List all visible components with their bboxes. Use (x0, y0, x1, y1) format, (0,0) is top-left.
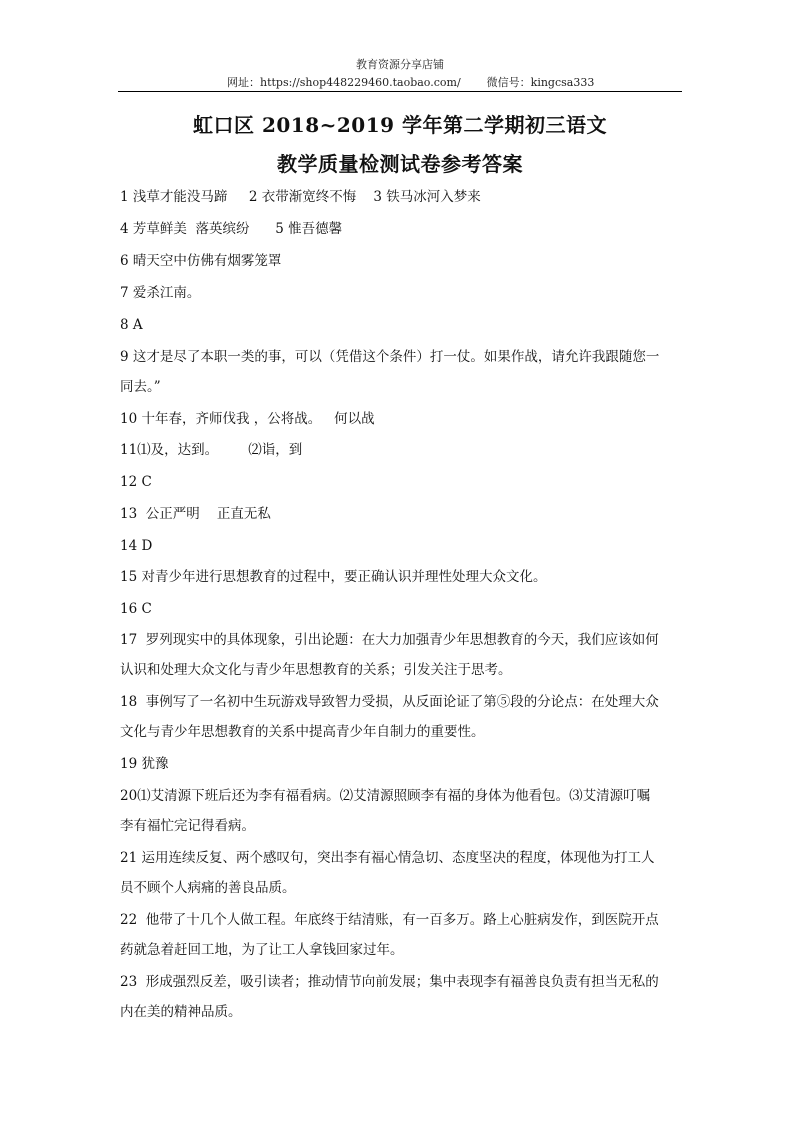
answer-line-11: 13 公正严明 正直无私 (120, 506, 271, 522)
header-wechat: 微信号：kingcsa333 (486, 76, 595, 89)
answer-line-18: 文化与青少年思想教育的关系中提高青少年自制力的重要性。 (120, 724, 485, 740)
answer-line-14: 16 C (120, 601, 152, 617)
answer-line-10: 12 C (120, 474, 152, 490)
header-shop-name: 教育资源分享店铺 (356, 58, 444, 71)
answer-line-13: 15 对青少年进行思想教育的过程中，要正确认识并理性处理大众文化。 (120, 569, 547, 585)
answer-line-25: 药就急着赶回工地，为了让工人拿钱回家过年。 (120, 942, 404, 958)
header-website: 网址：https://shop448229460.taobao.com/ (227, 76, 461, 89)
answer-line-21: 李有福忙完记得看病。 (120, 818, 255, 834)
answer-line-1: 1 浅草才能没马蹄 2 衣带渐宽终不悔 3 铁马冰河入梦来 (120, 189, 481, 205)
answer-line-9: 11⑴及，达到。 ⑵诣，到 (120, 442, 303, 458)
answer-line-7: 同去。” (120, 379, 161, 395)
answer-line-22: 21 运用连续反复、两个感叹句，突出李有福心情急切、态度坚决的程度，体现他为打工人 (120, 850, 655, 866)
header-divider (118, 91, 682, 92)
answer-line-3: 6 晴天空中仿佛有烟雾笼罩 (120, 253, 282, 269)
document-title-line2: 教学质量检测试卷参考答案 (277, 152, 523, 176)
answer-line-5: 8 A (120, 317, 143, 333)
header-contact-line (227, 74, 594, 90)
answer-line-15: 17 罗列现实中的具体现象，引出论题：在大力加强青少年思想教育的今天，我们应该如何 (120, 632, 659, 648)
answer-line-6: 9 这才是尽了本职一类的事，可以（凭借这个条件）打一仗。如果作战，请允许我跟随您一 (120, 349, 660, 365)
document-title-line1: 虹口区 2018~2019 学年第二学期初三语文 (192, 113, 607, 137)
answer-line-26: 23 形成强烈反差，吸引读者；推动情节向前发展；集中表现李有福善良负责有担当无私的 (120, 974, 659, 990)
answer-line-16: 认识和处理大众文化与青少年思想教育的关系；引发关注于思考。 (120, 662, 512, 678)
answer-line-17: 18 事例写了一名初中生玩游戏导致智力受损，从反面论证了第⑤段的分论点：在处理大众 (120, 694, 659, 710)
answer-line-23: 员不顾个人病痛的善良品质。 (120, 880, 296, 896)
answer-line-8: 10 十年春，齐师伐我 ，公将战。 何以战 (120, 411, 375, 427)
answer-line-24: 22 他带了十几个人做工程。年底终于结清账，有一百多万。路上心脏病发作，到医院开点 (120, 912, 659, 928)
answer-line-27: 内在美的精神品质。 (120, 1004, 242, 1020)
answer-line-20: 20⑴艾清源下班后还为李有福看病。⑵艾清源照顾李有福的身体为他看包。⑶艾清源叮嘱 (120, 788, 651, 804)
answer-line-2: 4 芳草鲜美 落英缤纷 5 惟吾德馨 (120, 221, 343, 237)
answer-line-12: 14 D (120, 538, 153, 554)
answer-line-19: 19 犹豫 (120, 756, 169, 772)
answer-line-4: 7 爱杀江南。 (120, 285, 201, 301)
